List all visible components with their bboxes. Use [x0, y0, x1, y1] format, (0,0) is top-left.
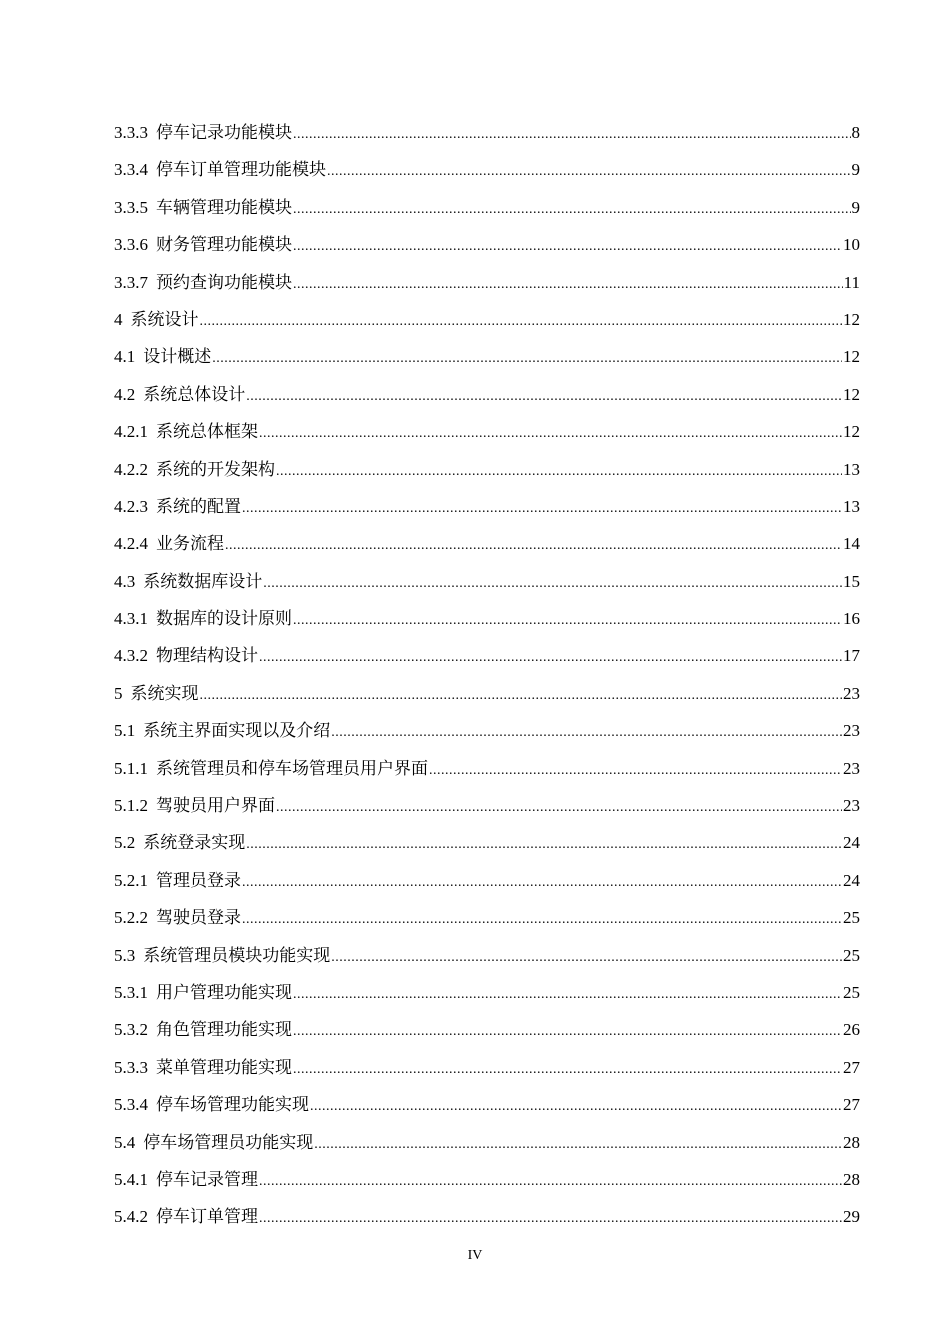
- toc-entry-title: 系统管理员和停车场管理员用户界面: [156, 758, 428, 778]
- toc-entry-page: 23: [843, 796, 860, 816]
- toc-entry-number: 4.3.2: [114, 646, 148, 666]
- toc-leader-dots: [310, 1088, 842, 1125]
- toc-entry-title: 菜单管理功能实现: [156, 1057, 292, 1077]
- toc-entry-page: 17: [843, 646, 860, 666]
- toc-entry[interactable]: [114, 937, 860, 974]
- toc-entry-page: 29: [843, 1207, 860, 1227]
- toc-entry[interactable]: [114, 1198, 860, 1235]
- toc-entry-page: 25: [843, 982, 860, 1002]
- toc-entry-number: 5.1.1: [114, 758, 148, 778]
- toc-entry-number: 4.2: [114, 384, 136, 404]
- toc-entry-page: 12: [843, 384, 860, 404]
- toc-entry-page: 12: [843, 309, 860, 329]
- toc-entry[interactable]: [114, 1124, 860, 1161]
- toc-entry-number: 5.2: [114, 833, 136, 853]
- toc-entry-page: 10: [843, 235, 860, 255]
- toc-entry-number: 4.3: [114, 571, 136, 591]
- toc-entry-page: 14: [843, 534, 860, 554]
- toc-entry-page: 13: [843, 496, 860, 516]
- toc-entry-number: 5.4: [114, 1132, 136, 1152]
- toc-entry[interactable]: [114, 862, 860, 899]
- toc-entry-page: 27: [843, 1057, 860, 1077]
- toc-entry-title: 车辆管理功能模块: [156, 197, 292, 217]
- toc-leader-dots: [327, 153, 851, 190]
- toc-entry-page: 12: [843, 347, 860, 367]
- toc-entry[interactable]: [114, 338, 860, 375]
- toc-entry-number: 3.3.4: [114, 160, 148, 180]
- toc-entry-page: 27: [843, 1095, 860, 1115]
- toc-entry-title: 管理员登录: [156, 870, 241, 890]
- toc-leader-dots: [331, 714, 842, 751]
- toc-entry-number: 5.3.4: [114, 1095, 148, 1115]
- toc-entry-number: 3.3.7: [114, 272, 148, 292]
- toc-entry[interactable]: [114, 712, 860, 749]
- toc-leader-dots: [200, 677, 843, 714]
- toc-leader-dots: [293, 1051, 842, 1088]
- toc-entry[interactable]: [114, 525, 860, 562]
- toc-entry[interactable]: [114, 600, 860, 637]
- toc-entry[interactable]: [114, 750, 860, 787]
- toc-entry-number: 5.3.3: [114, 1057, 148, 1077]
- toc-entry-page: 8: [851, 123, 860, 142]
- toc-entry-title: 系统的开发架构: [156, 459, 275, 479]
- toc-entry-title: 系统总体框架: [156, 422, 258, 442]
- toc-entry-number: 4.1: [114, 347, 136, 367]
- toc-entry[interactable]: [114, 1161, 860, 1198]
- toc-leader-dots: [259, 1200, 842, 1237]
- toc-leader-dots: [259, 1163, 842, 1200]
- toc-entry-number: 5.3: [114, 945, 136, 965]
- toc-entry-page: 23: [843, 721, 860, 741]
- toc-entry-title: 系统的配置: [156, 496, 241, 516]
- toc-entry-number: 4.2.3: [114, 496, 148, 516]
- toc-entry-page: 9: [851, 197, 860, 217]
- toc-leader-dots: [429, 752, 842, 789]
- toc-entry-title: 系统主界面实现以及介绍: [143, 721, 331, 741]
- toc-entry-number: 3.3.3: [114, 123, 148, 142]
- toc-leader-dots: [293, 116, 851, 153]
- toc-entry-number: 4.3.1: [114, 609, 148, 629]
- toc-leader-dots: [242, 490, 842, 527]
- toc-entry-title: 系统实现: [130, 683, 199, 703]
- toc-entry-number: 4.2.4: [114, 534, 148, 554]
- toc-entry-title: 用户管理功能实现: [156, 982, 292, 1002]
- toc-leader-dots: [212, 340, 842, 377]
- toc-entry[interactable]: [114, 413, 860, 450]
- toc-entry[interactable]: [114, 563, 860, 600]
- toc-entry-title: 系统数据库设计: [143, 571, 263, 591]
- toc-entry-title: 停车场管理功能实现: [156, 1095, 309, 1115]
- toc-entry[interactable]: [114, 974, 860, 1011]
- toc-leader-dots: [276, 789, 842, 826]
- toc-leader-dots: [314, 1126, 842, 1163]
- toc-leader-dots: [225, 527, 842, 564]
- toc-entry-number: 5.2.2: [114, 908, 148, 928]
- toc-entry[interactable]: [114, 1049, 860, 1086]
- toc-leader-dots: [200, 303, 843, 340]
- toc-entry-page: 23: [843, 683, 860, 703]
- toc-leader-dots: [293, 191, 851, 228]
- toc-entry[interactable]: [114, 226, 860, 263]
- page-number: IV: [467, 1248, 483, 1263]
- toc-leader-dots: [259, 639, 842, 676]
- toc-entry-page: 24: [843, 870, 860, 890]
- toc-entry-page: 9: [851, 160, 860, 180]
- toc-leader-dots: [242, 901, 842, 938]
- toc-entry-page: 13: [843, 459, 860, 479]
- toc-leader-dots: [276, 453, 842, 490]
- toc-leader-dots: [293, 266, 843, 303]
- toc-entry-title: 物理结构设计: [156, 646, 258, 666]
- toc-entry-page: 26: [843, 1020, 860, 1040]
- toc-entry-title: 财务管理功能模块: [156, 235, 292, 255]
- toc-entry-page: 23: [843, 758, 860, 778]
- toc-entry-title: 驾驶员用户界面: [156, 796, 275, 816]
- toc-entry-number: 5.3.1: [114, 982, 148, 1002]
- toc-entry[interactable]: [114, 675, 860, 712]
- toc-entry-number: 5.1.2: [114, 796, 148, 816]
- toc-entry-number: 5: [114, 683, 123, 703]
- toc-entry-title: 设计概述: [143, 347, 212, 367]
- toc-entry-page: 11: [843, 272, 860, 292]
- toc-leader-dots: [331, 939, 842, 976]
- toc-entry-number: 5.3.2: [114, 1020, 148, 1040]
- toc-leader-dots: [293, 1013, 842, 1050]
- toc-entry-number: 3.3.5: [114, 197, 148, 217]
- toc-entry[interactable]: [114, 1086, 860, 1123]
- toc-leader-dots: [259, 415, 842, 452]
- toc-entry-number: 4.2.1: [114, 422, 148, 442]
- toc-entry-title: 系统总体设计: [143, 384, 246, 404]
- toc-entry-page: 16: [843, 609, 860, 629]
- toc-entry-page: 12: [843, 422, 860, 442]
- toc-entry[interactable]: [114, 189, 860, 226]
- toc-entry-page: 25: [843, 908, 860, 928]
- toc-entry-title: 角色管理功能实现: [156, 1020, 292, 1040]
- toc-entry[interactable]: [114, 114, 860, 151]
- toc-leader-dots: [246, 826, 842, 863]
- toc-entry-number: 5.4.2: [114, 1207, 148, 1227]
- toc-entry-number: 5.2.1: [114, 870, 148, 890]
- toc-entry-page: 25: [843, 945, 860, 965]
- toc-leader-dots: [293, 976, 842, 1013]
- toc-leader-dots: [246, 378, 842, 415]
- toc-entry-title: 停车场管理员功能实现: [143, 1132, 314, 1152]
- toc-leader-dots: [293, 228, 842, 265]
- toc-entry-title: 预约查询功能模块: [156, 272, 292, 292]
- toc-leader-dots: [242, 864, 842, 901]
- toc-entry[interactable]: [114, 488, 860, 525]
- toc-entry-page: 28: [843, 1132, 860, 1152]
- toc-entry[interactable]: [114, 899, 860, 936]
- toc-entry-title: 数据库的设计原则: [156, 609, 292, 629]
- toc-entry-number: 5.4.1: [114, 1169, 148, 1189]
- toc-entry[interactable]: [114, 787, 860, 824]
- toc-leader-dots: [263, 565, 842, 602]
- toc-entry[interactable]: [114, 301, 860, 338]
- toc-entry-number: 4: [114, 309, 123, 329]
- toc-entry-page: 15: [843, 571, 860, 591]
- toc-entry-page: 28: [843, 1169, 860, 1189]
- toc-entry[interactable]: [114, 1011, 860, 1048]
- toc-entry[interactable]: [114, 637, 860, 674]
- toc-entry-title: 系统登录实现: [143, 833, 246, 853]
- toc-entry-number: 3.3.6: [114, 235, 148, 255]
- toc-entry[interactable]: [114, 151, 860, 188]
- toc-entry-title: 业务流程: [156, 534, 224, 554]
- toc-entry[interactable]: [114, 264, 860, 301]
- toc-entry-title: 停车记录管理: [156, 1169, 258, 1189]
- toc-entry[interactable]: [114, 451, 860, 488]
- toc-entry-page: 24: [843, 833, 860, 853]
- toc-entry-title: 停车订单管理: [156, 1207, 258, 1227]
- toc-entry-title: 系统管理员模块功能实现: [143, 945, 331, 965]
- toc-leader-dots: [293, 602, 842, 639]
- toc-entry[interactable]: [114, 376, 860, 413]
- toc-entry-title: 驾驶员登录: [156, 908, 241, 928]
- table-of-contents: [114, 114, 860, 1236]
- toc-entry-title: 停车订单管理功能模块: [156, 160, 326, 180]
- toc-entry-number: 4.2.2: [114, 459, 148, 479]
- toc-entry-number: 5.1: [114, 721, 136, 741]
- toc-entry-title: 系统设计: [130, 309, 199, 329]
- toc-entry-title: 停车记录功能模块: [156, 123, 292, 142]
- toc-entry[interactable]: [114, 824, 860, 861]
